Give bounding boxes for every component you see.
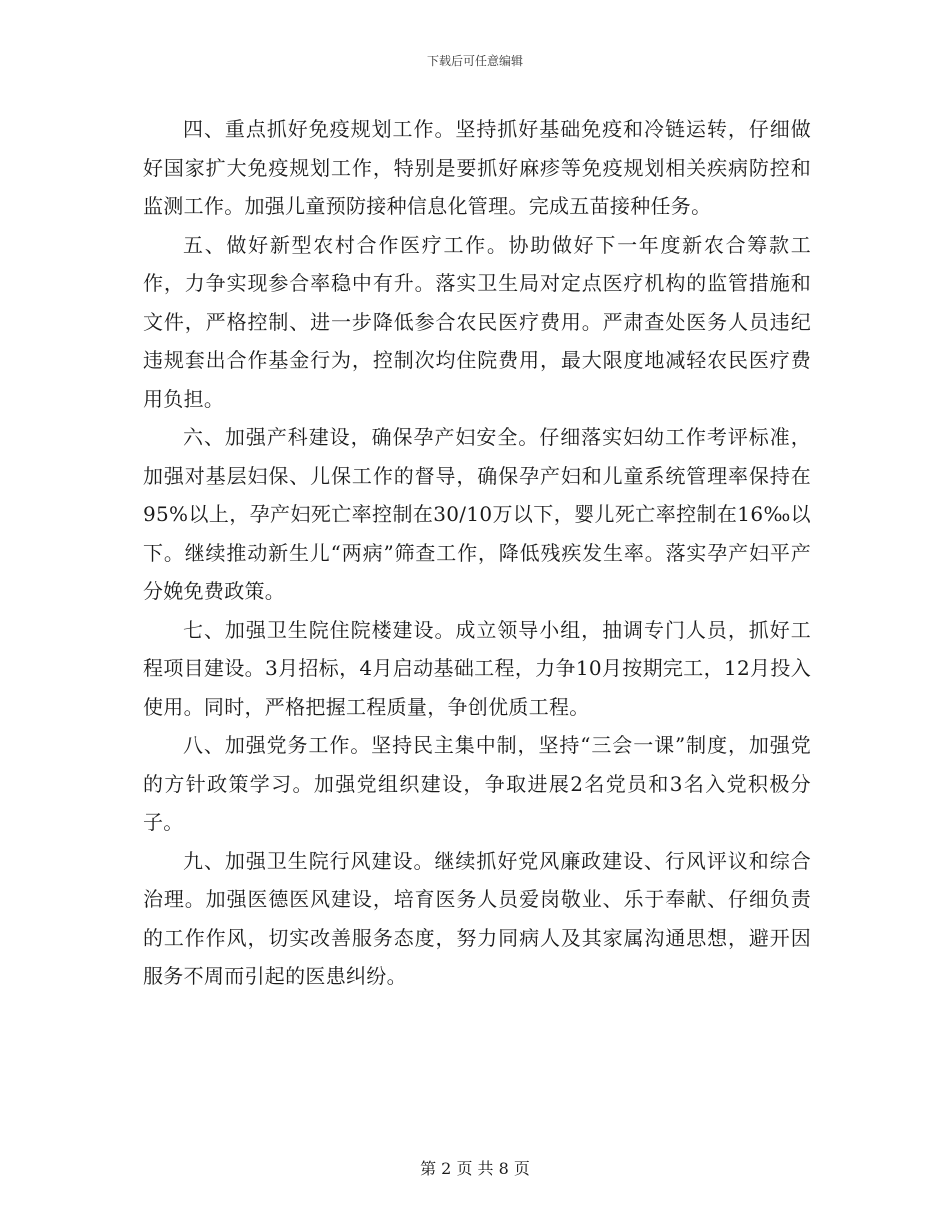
paragraph-rural-cooperative-medical: 五、做好新型农村合作医疗工作。协助做好下一年度新农合筹款工作，力争实现参合率稳中有升。落实卫生局对定点医疗机构的监管措施和文件，严格控制、进一步降低参合农民医疗费用。严肃查处医务人员违纪违规套出合作基金行为，控制次均住院费用，最大限度地减轻农民医疗费用负担。 [143, 232, 811, 411]
page-footer-number: 第 2 页 共 8 页 [420, 1159, 530, 1178]
paragraph-conduct: 九、加强卫生院行风建设。继续抓好党风廉政建设、行风评议和综合治理。加强医德医风建设，培育医务人员爱岗敬业、乐于奉献、仔细负责的工作作风，切实改善服务态度，努力同病人及其家属沟通思想，避开因服务不周而引起的医患纠纷。 [143, 848, 811, 988]
paragraph-immunization: 四、重点抓好免疫规划工作。坚持抓好基础免疫和冷链运转，仔细做好国家扩大免疫规划工作，特别是要抓好麻疹等免疫规划相关疾病防控和监测工作。加强儿童预防接种信息化管理。完成五苗接种任务。 [143, 117, 811, 218]
document-body [143, 110, 811, 996]
page-header-note: 下载后可任意编辑 [426, 54, 523, 68]
paragraph-inpatient-building: 七、加强卫生院住院楼建设。成立领导小组，抽调专门人员，抓好工程项目建设。3月招标，4月启动基础工程，力争10月按期完工，12月投入使用。同时，严格把握工程质量，争创优质工程。 [143, 617, 811, 719]
paragraph-party-affairs: 八、加强党务工作。坚持民主集中制，坚持“三会一课”制度，加强党的方针政策学习。加强党组织建设，争取进展2名党员和3名入党积极分子。 [143, 733, 811, 834]
paragraph-obstetrics: 六、加强产科建设，确保孕产妇安全。仔细落实妇幼工作考评标准，加强对基层妇保、儿保工作的督导，确保孕产妇和儿童系统管理率保持在95%以上，孕产妇死亡率控制在30/10万以下，婴儿死亡率控制在16‰以下。继续推动新生儿“两病”筛查工作，降低残疾发生率。落实孕产妇平产分娩免费政策。 [143, 425, 811, 603]
